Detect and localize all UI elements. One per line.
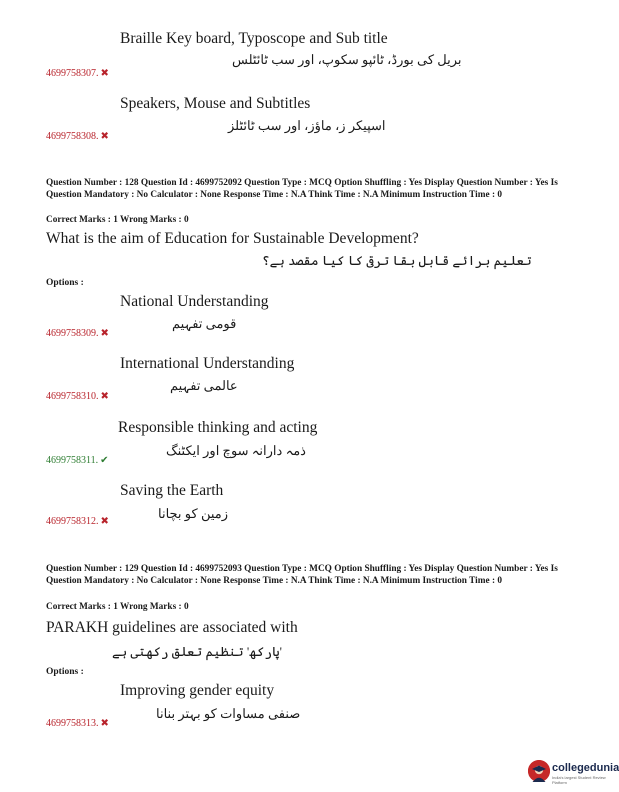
question-text-en: PARAKH guidelines are associated with [46,619,298,636]
option-text-ur: عالمی تفہیم [170,378,238,393]
option-text-en: Saving the Earth [120,482,224,499]
wrong-icon: ✖ [100,328,109,339]
collegedunia-logo [528,758,619,786]
option-text-ur: قومی تفہیم [172,316,237,331]
option-id-label: 4699758308. ✖ [46,131,109,142]
wrong-icon: ✖ [100,68,109,79]
wrong-icon: ✖ [100,718,109,729]
option-id-label: 4699758312. ✖ [46,516,109,527]
question-text-en: What is the aim of Education for Sustainable Development? [46,230,419,247]
option-text-ur: زمین کو بچانا [158,506,229,521]
question-text-ur: تعلیم برائے قابل بقا ترقی کا کیا مقصد ہے؟ [262,253,532,268]
logo-wordmark: collegedunia [552,762,619,774]
wrong-icon: ✖ [100,391,109,402]
options-label: Options : [46,278,84,288]
option-id-label: 4699758313. ✖ [46,718,109,729]
question-marks: Correct Marks : 1 Wrong Marks : 0 [46,215,189,225]
option-text-en: Braille Key board, Typoscope and Sub title [120,30,388,47]
option-text-en: Improving gender equity [120,682,275,699]
option-id-label: 4699758310. ✖ [46,391,109,402]
wrong-icon: ✖ [100,516,109,527]
option-text-ur: بریل کی بورڈ، ٹائپو سکوپ، اور سب ٹائٹلس [232,52,462,67]
question-meta: Question Number : 129 Question Id : 4699752093 Question Type : MCQ Option Shuffling : Yes Display Question Number : Yes Is Question Mandatory : No Calculator : None Response Time : N.A Think Time : N.A Minimum Instruction Time : 0 [46,564,558,586]
checkmark-icon: ✔ [100,455,109,466]
question-text-ur: 'پارکھ' تنظیم تعلق رکھتی ہے [112,644,283,659]
option-id-label: 4699758311. ✔ [46,455,109,466]
option-text-en: Responsible thinking and acting [118,419,318,436]
question-marks: Correct Marks : 1 Wrong Marks : 0 [46,602,189,612]
option-id-label: 4699758309. ✖ [46,328,109,339]
logo-tagline: India's largest Student Review Platform [552,775,606,785]
options-label: Options : [46,667,84,677]
option-text-ur: ذمہ دارانہ سوچ اور ایکٹنگ [166,443,306,458]
option-text-ur: صنفی مساوات کو بہتر بنانا [156,706,301,721]
option-text-en: International Understanding [120,355,295,372]
wrong-icon: ✖ [100,131,109,142]
option-text-ur: اسپیکر ز، ماؤز، اور سب ٹائٹلز [228,118,386,133]
option-id-label: 4699758307. ✖ [46,68,109,79]
option-text-en: Speakers, Mouse and Subtitles [120,95,311,112]
option-text-en: National Understanding [120,293,269,310]
question-meta: Question Number : 128 Question Id : 4699752092 Question Type : MCQ Option Shuffling : Yes Display Question Number : Yes Is Question Mandatory : No Calculator : None Response Time : N.A Think Time : N.A Minimum Instruction Time : 0 [46,178,558,200]
graduate-icon [528,760,550,782]
